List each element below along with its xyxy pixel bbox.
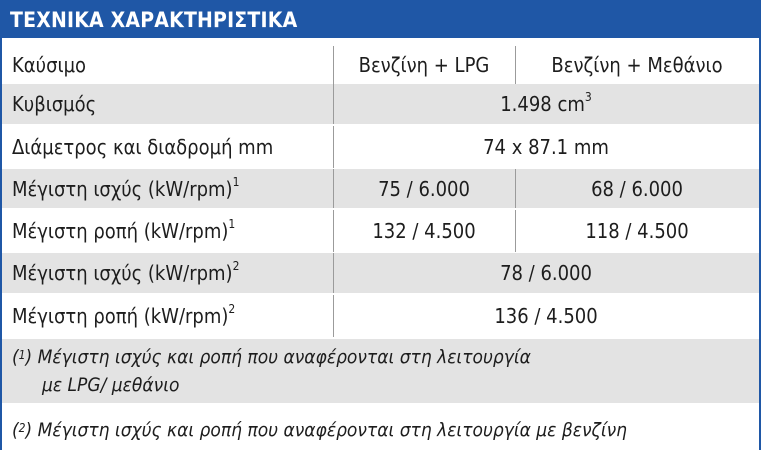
- divider: [333, 295, 334, 337]
- torque2-value: 136 / 4.500: [494, 304, 598, 328]
- footnote-1: ($^1$) Μέγιστη ισχύς και ροπή που αναφέρονται στη λειτουργία: [12, 346, 531, 368]
- table-title: ΤΕΧΝΙΚΑ ΧΑΡΑΚΤΗΡΙΣΤΙΚΑ: [2, 2, 759, 38]
- displacement-label: Κυβισμός: [12, 92, 97, 116]
- torque1-label: Μέγιστη ροπή $(kW/rpm)^1$: [12, 217, 236, 243]
- power2-label: Μέγιστη ισχύς $(kW/rpm)^2$: [12, 259, 240, 285]
- torque1-col1: 132 / 4.500: [372, 219, 476, 243]
- fuel-col2: Βενζίνη + Μεθάνιο: [551, 53, 723, 77]
- row-power-2: [2, 253, 759, 293]
- power1-col1: 75 / 6.000: [378, 176, 470, 201]
- row-torque-1: [2, 210, 759, 252]
- divider: [333, 84, 334, 124]
- power1-col2: 68 / 6.000: [591, 176, 683, 201]
- divider: [515, 210, 516, 252]
- row-displacement: [2, 84, 759, 124]
- torque2-label: Μέγιστη ροπή $(kW/rpm)^2$: [12, 302, 236, 328]
- footnote-1-line2: με LPG/ μεθάνιο: [42, 374, 180, 396]
- torque1-col2: 118 / 4.500: [585, 219, 689, 243]
- fuel-label: Καύσιμο: [12, 53, 87, 77]
- row-bore: [2, 126, 759, 168]
- divider: [333, 169, 334, 208]
- displacement-value: 1.498 $cm^3$: [500, 90, 592, 116]
- divider: [333, 253, 334, 293]
- bore-label: Διάμετρος και διαδρομή mm: [12, 135, 274, 159]
- row-power-1: [2, 169, 759, 208]
- divider: [515, 46, 516, 84]
- power2-value: 78 / 6.000: [500, 261, 592, 285]
- power1-label: Μέγιστη ισχύς $(kW/rpm)^1$: [12, 174, 240, 201]
- bore-value: 74 x 87.1 mm: [483, 135, 609, 159]
- fuel-col1: Βενζίνη + LPG: [358, 53, 490, 77]
- divider: [333, 46, 334, 84]
- row-torque-2: [2, 295, 759, 337]
- row-fuel: [2, 46, 759, 84]
- divider: [515, 169, 516, 208]
- divider: [333, 126, 334, 168]
- footnote-2: ($^2$) Μέγιστη ισχύς και ροπή που αναφέρονται στη λειτουργία με βενζίνη: [12, 419, 627, 441]
- divider: [333, 210, 334, 252]
